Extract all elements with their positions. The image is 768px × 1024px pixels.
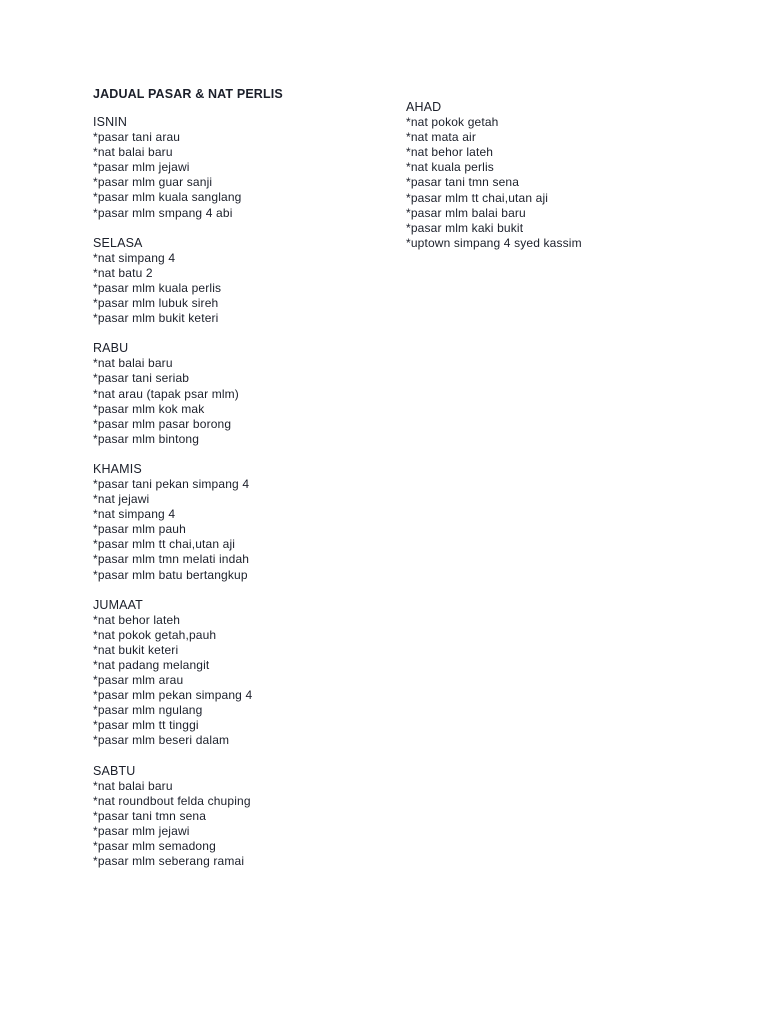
market-item: *pasar mlm pekan simpang 4 [93, 688, 253, 703]
market-item: *nat simpang 4 [93, 507, 176, 522]
day-heading: RABU [93, 341, 129, 356]
market-item: *pasar mlm kuala perlis [93, 280, 222, 295]
day-section-ahad [406, 100, 706, 251]
market-item: *pasar mlm jejawi [93, 160, 190, 175]
market-item: *pasar mlm tt chai,utan aji [406, 190, 549, 205]
market-item: *pasar mlm kuala sanglang [93, 190, 242, 205]
market-item: *pasar mlm jejawi [93, 823, 190, 838]
market-item: *pasar mlm kaki bukit [406, 220, 524, 235]
market-item: *pasar mlm tmn melati indah [93, 552, 250, 567]
market-item: *pasar mlm pasar borong [93, 416, 232, 431]
market-item: *pasar mlm balai baru [406, 205, 526, 220]
market-item: *nat pokok getah,pauh [93, 627, 217, 642]
right-day-list [406, 100, 706, 251]
day-heading: SABTU [93, 763, 136, 778]
day-heading: ISNIN [93, 115, 128, 129]
market-item: *nat mata air [406, 130, 476, 145]
day-section-selasa [93, 236, 383, 327]
day-heading: AHAD [406, 100, 442, 114]
day-section-khamis [93, 462, 383, 583]
document-title: JADUAL PASAR & NAT PERLIS [93, 87, 283, 101]
market-item: *nat roundbout felda chuping [93, 793, 251, 808]
right-column [406, 100, 706, 251]
market-item: *nat balai baru [93, 145, 173, 160]
market-item: *pasar mlm arau [93, 673, 184, 688]
market-item: *pasar mlm pauh [93, 522, 186, 537]
market-item: *pasar mlm kok mak [93, 401, 205, 416]
market-item: *nat kuala perlis [406, 160, 494, 175]
market-item: *pasar mlm ngulang [93, 703, 203, 718]
market-item: *nat bukit keteri [93, 642, 179, 657]
market-item: *nat balai baru [93, 778, 173, 793]
market-item: *pasar mlm tt tinggi [93, 718, 199, 733]
market-item: *pasar mlm guar sanji [93, 175, 213, 190]
market-item: *pasar tani tmn sena [406, 175, 520, 190]
left-column [93, 86, 383, 884]
market-item: *pasar tani seriab [93, 371, 190, 386]
day-section-isnin [93, 115, 383, 221]
market-item: *pasar tani pekan simpang 4 [93, 476, 250, 491]
market-item: *pasar mlm semadong [93, 839, 216, 854]
market-item: *pasar mlm lubuk sireh [93, 296, 219, 311]
day-heading: KHAMIS [93, 461, 142, 476]
market-item: *pasar mlm seberang ramai [93, 854, 245, 869]
market-item: *nat behor lateh [406, 145, 494, 160]
market-item: *nat behor lateh [93, 612, 181, 627]
market-item: *nat balai baru [93, 356, 173, 371]
market-item: *pasar tani arau [93, 130, 181, 145]
market-item: *pasar tani tmn sena [93, 808, 207, 823]
day-heading: SELASA [93, 235, 143, 250]
market-item: *nat batu 2 [93, 265, 153, 280]
market-item: *nat padang melangit [93, 658, 210, 672]
day-section-rabu [93, 341, 383, 447]
market-item: *nat arau (tapak psar mlm) [93, 386, 239, 401]
market-item: *pasar mlm bukit keteri [93, 311, 219, 326]
market-item: *pasar mlm smpang 4 abi [93, 205, 233, 220]
market-item: *pasar mlm bintong [93, 431, 200, 446]
market-item: *pasar mlm tt chai,utan aji [93, 537, 236, 552]
market-item: *nat pokok getah [406, 115, 499, 130]
market-item: *nat simpang 4 [93, 250, 176, 265]
day-section-sabtu [93, 764, 383, 870]
day-section-jumaat [93, 598, 383, 749]
market-item: *uptown simpang 4 syed kassim [406, 235, 582, 250]
market-item: *pasar mlm batu bertangkup [93, 567, 248, 582]
left-day-list [93, 115, 383, 869]
market-item: *pasar mlm beseri dalam [93, 733, 230, 748]
market-item: *nat jejawi [93, 492, 150, 507]
day-heading: JUMAAT [93, 597, 143, 612]
